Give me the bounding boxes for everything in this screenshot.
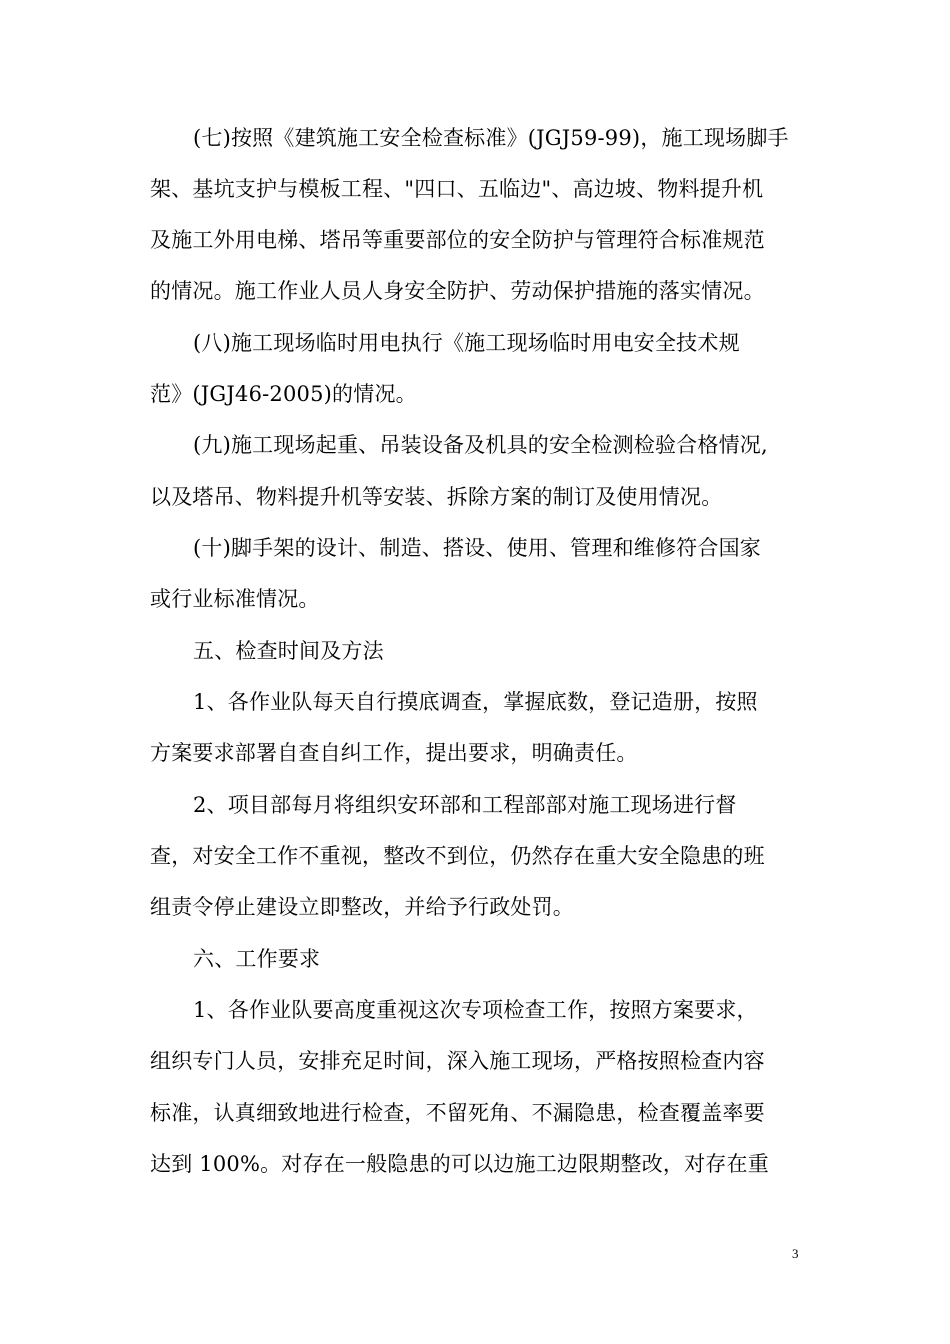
text-line: (九)施工现场起重、吊装设备及机具的安全检测检验合格情况, [193,433,768,457]
text-line: 的情况。施工作业人员人身安全防护、劳动保护措施的落实情况。 [150,279,765,303]
text-line: (七)按照《建筑施工安全检查标准》(JGJ59-99)，施工现场脚手 [193,126,789,150]
section-heading: 六、工作要求 [193,947,321,971]
text-line: 1、各作业队要高度重视这次专项检查工作，按照方案要求， [193,998,758,1022]
text-line: 2、项目部每月将组织安环部和工程部部对施工现场进行督 [193,793,737,817]
text-line: 方案要求部署自查自纠工作，提出要求，明确责任。 [150,741,638,765]
text-line: 或行业标准情况。 [150,587,320,611]
text-line: 架、基坑支护与模板工程、"四口、五临边"、高边坡、物料提升机 [150,177,764,201]
text-line: 组责令停止建设立即整改，并给予行政处罚。 [150,895,574,919]
section-heading: 五、检查时间及方法 [193,639,384,663]
text-line: (十)脚手架的设计、制造、搭设、使用、管理和维修符合国家 [193,536,761,560]
text-line: 组织专门人员，安排充足时间，深入施工现场，严格按照检查内容 [150,1049,765,1073]
page-number: 3 [792,1246,799,1261]
text-line: 以及塔吊、物料提升机等安装、拆除方案的制订及使用情况。 [150,485,723,509]
text-line: 1、各作业队每天自行摸底调查，掌握底数，登记造册，按照 [193,690,758,714]
text-line: 达到 100%。对存在一般隐患的可以边施工边限期整改，对存在重 [150,1152,769,1176]
text-line: 及施工外用电梯、塔吊等重要部位的安全防护与管理符合标准规范 [150,228,765,252]
text-line: (八)施工现场临时用电执行《施工现场临时用电安全技术规 [193,331,740,355]
text-line: 标准，认真细致地进行检查，不留死角、不漏隐患，检查覆盖率要 [150,1101,765,1125]
text-line: 查，对安全工作不重视，整改不到位，仍然存在重大安全隐患的班 [150,844,765,868]
text-line: 范》(JGJ46-2005)的情况。 [150,382,417,406]
